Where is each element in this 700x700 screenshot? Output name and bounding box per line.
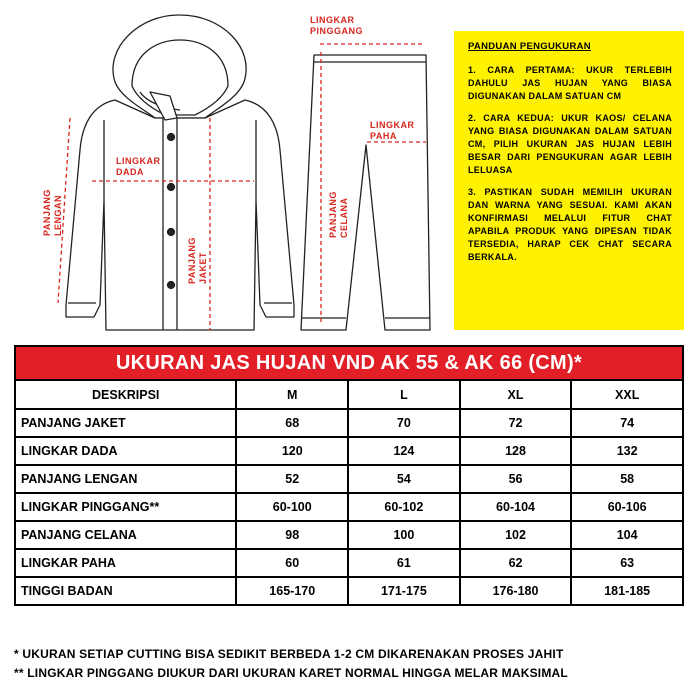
table-row [15, 521, 683, 549]
cell-value: 52 [236, 465, 348, 493]
jacket-drawing [66, 15, 294, 330]
row-label: PANJANG JAKET [15, 409, 236, 437]
label-lingkar-pinggang: LINGKAR PINGGANG [310, 15, 364, 36]
header-size-xxl: XXL [571, 380, 683, 409]
cell-value: 165-170 [236, 577, 348, 605]
cell-value: 60 [236, 549, 348, 577]
footnote-1: * UKURAN SETIAP CUTTING BISA SEDIKIT BERBEDA 1-2 CM DIKARENAKAN PROSES JAHIT [14, 647, 564, 661]
jacket-body [66, 100, 294, 330]
cell-value: 102 [460, 521, 572, 549]
guide-step-2: 2. CARA KEDUA: UKUR KAOS/ CELANA YANG BIASA DIGUNAKAN DALAM SATUAN CM, PILIH UKURAN JAS HUJAN LEBIH BESAR DARI PENGUKURAN AGAR LEBIH LELUASA [468, 113, 672, 175]
row-label: TINGGI BADAN [15, 577, 236, 605]
label-panjang-celana: PANJANGCELANA [328, 191, 349, 238]
header-deskripsi: DESKRIPSI [15, 380, 236, 409]
row-label: LINGKAR PINGGANG** [15, 493, 236, 521]
cell-value: 124 [348, 437, 460, 465]
footnote-2: ** LINGKAR PINGGANG DIUKUR DARI UKURAN KARET NORMAL HINGGA MELAR MAKSIMAL [14, 666, 568, 680]
table-row [15, 465, 683, 493]
cell-value: 181-185 [571, 577, 683, 605]
cell-value: 72 [460, 409, 572, 437]
cell-value: 171-175 [348, 577, 460, 605]
guide-step-1: 1. CARA PERTAMA: UKUR TERLEBIH DAHULU JAS HUJAN YANG BIASA DIGUNAKAN DALAM SATUAN CM [468, 65, 672, 101]
row-label: LINGKAR PAHA [15, 549, 236, 577]
header-size-xl: XL [460, 380, 572, 409]
measurement-guide-box [454, 31, 684, 330]
cell-value: 63 [571, 549, 683, 577]
cell-value: 104 [571, 521, 683, 549]
cell-value: 54 [348, 465, 460, 493]
table-header-row [15, 380, 683, 409]
table-row [15, 493, 683, 521]
cell-value: 60-100 [236, 493, 348, 521]
cell-value: 176-180 [460, 577, 572, 605]
label-lingkar-dada: LINGKAR DADA [116, 156, 161, 177]
table-row [15, 577, 683, 605]
table-row [15, 549, 683, 577]
jacket-hood-opening [132, 40, 228, 115]
table-row [15, 437, 683, 465]
cell-value: 58 [571, 465, 683, 493]
label-panjang-jaket: PANJANGJAKET [187, 237, 208, 284]
size-table [14, 345, 684, 606]
cell-value: 100 [348, 521, 460, 549]
cell-value: 70 [348, 409, 460, 437]
cell-value: 61 [348, 549, 460, 577]
cell-value: 60-104 [460, 493, 572, 521]
cell-value: 74 [571, 409, 683, 437]
cell-value: 60-102 [348, 493, 460, 521]
table-row [15, 409, 683, 437]
guide-title: PANDUAN PENGUKURAN [468, 41, 591, 52]
cell-value: 120 [236, 437, 348, 465]
row-label: PANJANG LENGAN [15, 465, 236, 493]
cell-value: 128 [460, 437, 572, 465]
cell-value: 56 [460, 465, 572, 493]
cell-value: 60-106 [571, 493, 683, 521]
cell-value: 98 [236, 521, 348, 549]
label-lingkar-paha: LINGKAR PAHA [370, 120, 415, 141]
guide-step-3: 3. PASTIKAN SUDAH MEMILIH UKURAN DAN WARNA YANG SESUAI. KAMI AKAN KONFIRMASI MELALUI FITUR CHAT APABILA PRODUK YANG DIPESAN TIDAK TERSEDIA, HARAP CEK CHAT SECARA BERKALA. [468, 187, 672, 262]
cell-value: 62 [460, 549, 572, 577]
cell-value: 68 [236, 409, 348, 437]
cell-value: 132 [571, 437, 683, 465]
footnotes [14, 645, 568, 683]
header-size-m: M [236, 380, 348, 409]
table-title: UKURAN JAS HUJAN VND AK 55 & AK 66 (CM)* [15, 346, 683, 380]
row-label: LINGKAR DADA [15, 437, 236, 465]
row-label: PANJANG CELANA [15, 521, 236, 549]
label-panjang-lengan: PANJANGLENGAN [42, 189, 63, 236]
header-size-l: L [348, 380, 460, 409]
measurement-illustration [0, 0, 450, 340]
